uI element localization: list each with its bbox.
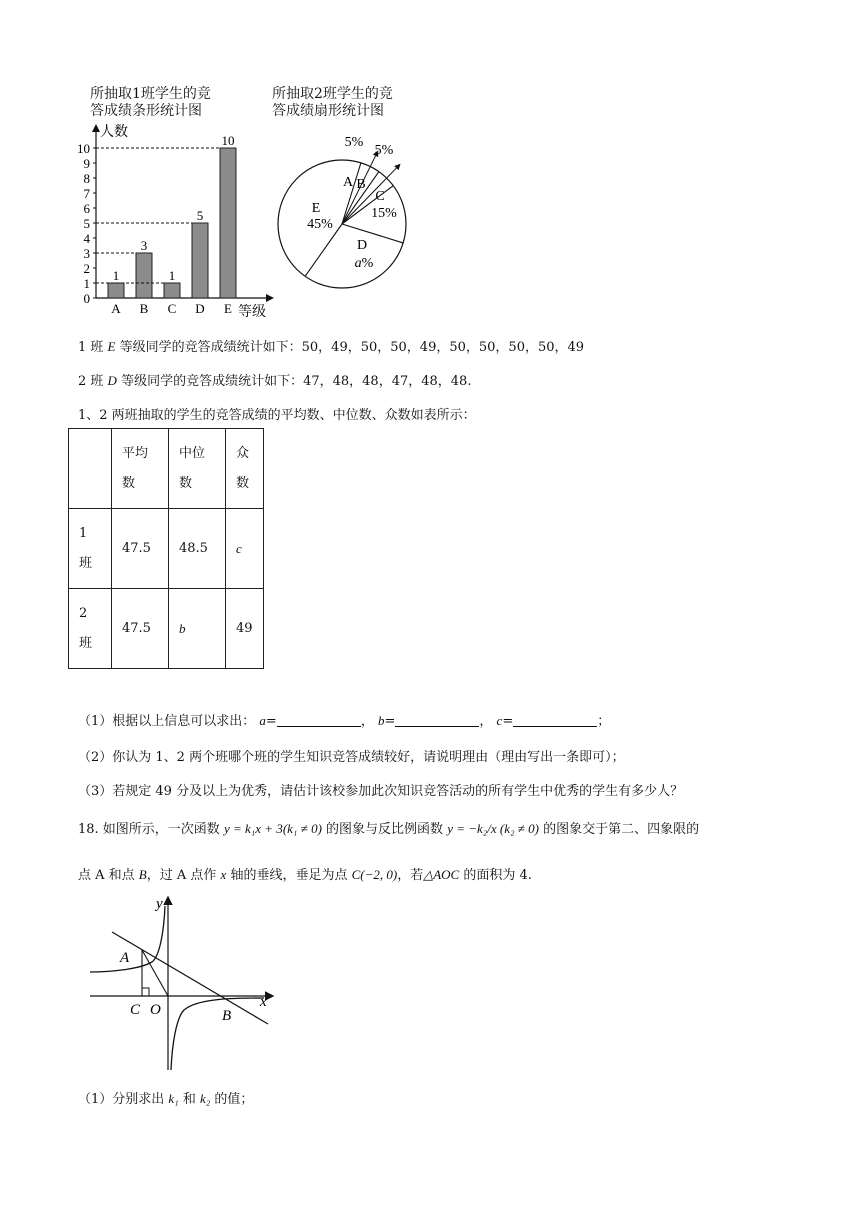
bar-category-label: A: [111, 301, 121, 316]
origin-label: O: [150, 1002, 161, 1018]
pie-label-b: B: [356, 177, 366, 192]
bar-y-axis-arrow: [92, 124, 100, 132]
bar-chart-title-line2: 答成绩条形统计图: [90, 103, 202, 119]
class1-e-scores: [78, 336, 584, 355]
header-mean-text: 平均 数: [122, 445, 149, 491]
bar-y-tick-label: 0: [83, 291, 90, 306]
answer-blank-c[interactable]: [513, 712, 597, 727]
q18-1-k1: k₁: [168, 1091, 179, 1106]
q1-var-c: c: [496, 713, 503, 728]
stats-table: [68, 428, 264, 669]
q1-comma-1: ，: [360, 714, 374, 729]
question-1: [78, 710, 610, 729]
answer-blank-b[interactable]: [395, 712, 479, 727]
table-header-mean: [112, 429, 169, 509]
q18-1-post: 的值；: [210, 1092, 254, 1107]
class1-e-var: E: [107, 339, 116, 354]
point-c-label: C: [130, 1002, 141, 1018]
pie-label-c: C: [375, 189, 385, 204]
q1-semicolon: ；: [597, 714, 611, 729]
class2-d-prefix: 2 班: [78, 374, 108, 389]
q1-var-b: b: [377, 713, 385, 728]
pie-label-d-pct: a%: [354, 256, 374, 271]
answer-blank-a[interactable]: [277, 712, 361, 727]
q18-1-k2: k₂: [199, 1091, 211, 1106]
table-intro: 1、2 两班抽取的学生的竞答成绩的平均数、中位数、众数如表所示：: [78, 408, 476, 423]
pie-label-a-pct: 5%: [344, 135, 364, 150]
header-median-text: 中位 数: [179, 445, 206, 491]
bar-category-label: B: [139, 301, 149, 316]
bar-D: [192, 223, 208, 298]
hyperbola-branch-q4: [171, 998, 264, 1070]
bar-y-tick-label: 6: [83, 201, 90, 216]
table-row: [69, 589, 264, 669]
right-angle-mark: [142, 988, 149, 996]
p18-linear-function: y = k₁x + 3(k₁ ≠ 0): [223, 821, 322, 836]
pie-label-b-pct: 5%: [374, 143, 394, 158]
bar-value-label: 3: [140, 238, 148, 253]
bar-y-tick-label: 1: [83, 276, 90, 291]
q1-prefix: （1）根据以上信息可以求出：: [78, 714, 256, 729]
question-18-1: [78, 1088, 253, 1107]
class2-d-scores: [78, 370, 471, 389]
bar-value-label: 5: [196, 208, 204, 223]
bar-x-axis-arrow: [266, 294, 274, 302]
bar-chart-title: [90, 86, 211, 120]
bar-y-tick-label: 3: [83, 246, 90, 261]
row1-mode: c: [226, 509, 264, 589]
problem-18-line2: [78, 864, 532, 883]
bar-y-axis-label: 人数: [100, 125, 128, 140]
q1-var-a: a: [259, 713, 266, 728]
p18-l2-d: x: [220, 867, 227, 882]
q1-eq-b: =: [384, 714, 396, 729]
pie-label-a: A: [342, 175, 354, 190]
bar-chart: [60, 118, 280, 322]
pie-label-c-pct: 15%: [371, 206, 397, 221]
pie-chart-title-line1: 所抽取2班学生的竞: [272, 86, 393, 102]
bar-y-tick-label: 7: [83, 186, 90, 201]
bar-category-label: C: [167, 301, 177, 316]
q18-1-mid: 和: [178, 1092, 200, 1107]
pie-chart-title-line2: 答成绩扇形统计图: [272, 103, 384, 119]
bar-y-tick-label: 4: [83, 231, 90, 246]
q1-comma-2: ，: [479, 714, 493, 729]
p18-l2-a: 点 A 和点: [78, 868, 139, 883]
x-axis-label: x: [260, 994, 267, 1010]
bar-E: [220, 148, 236, 298]
row2-label-text: 2 班: [79, 605, 93, 651]
table-corner: [69, 429, 112, 509]
bar-chart-title-line1: 所抽取1班学生的竞: [90, 86, 211, 102]
bar-y-tick-label: 10: [77, 141, 90, 156]
row2-mean: 47.5: [112, 589, 169, 669]
bar-category-label: E: [224, 301, 232, 316]
class1-e-prefix: 1 班: [78, 340, 108, 355]
class2-d-var: D: [107, 373, 117, 388]
p18-l2-b: B: [138, 867, 147, 882]
bar-x-axis-label: 等级: [238, 305, 266, 320]
row1-label: [69, 509, 112, 589]
q1-eq-c: =: [502, 714, 514, 729]
p18-intro: 18. 如图所示，一次函数: [78, 822, 224, 837]
bar-value-label: 10: [221, 133, 235, 148]
row2-mode: 49: [226, 589, 264, 669]
bar-value-label: 1: [112, 268, 120, 283]
p18-triangle: △AOC: [423, 867, 460, 882]
row1-median: 48.5: [169, 509, 226, 589]
table-row: [69, 509, 264, 589]
p18-l2-g: ，若: [397, 868, 424, 883]
p18-l2-i: 的面积为 4.: [459, 868, 532, 883]
y-axis-label: y: [156, 896, 163, 912]
row2-median: b: [169, 589, 226, 669]
table-header-row: [69, 429, 264, 509]
bar-y-tick-label: 9: [83, 156, 90, 171]
pie-label-e-pct: 45%: [307, 217, 333, 232]
question-2: （2）你认为 1、2 两个班哪个班的学生知识竞答成绩较好，请说明理由（理由写出一条即可）；: [78, 750, 625, 765]
bar-A: [108, 283, 124, 298]
pie-label-e: E: [311, 201, 321, 216]
table-header-median: [169, 429, 226, 509]
point-b-label: B: [222, 1008, 232, 1024]
problem-18-line1: [78, 818, 699, 837]
pie-chart-title: [272, 86, 393, 120]
row1-mean: 47.5: [112, 509, 169, 589]
function-graph: [86, 890, 286, 1074]
bar-C: [164, 283, 180, 298]
bar-y-tick-label: 2: [83, 261, 90, 276]
p18-inverse-function: y = −k₂/x (k₂ ≠ 0): [447, 821, 540, 836]
header-mode-text: 众 数: [236, 445, 250, 491]
p18-l2-e: 轴的垂线，垂足为点: [226, 868, 352, 883]
row1-label-text: 1 班: [79, 525, 93, 571]
q18-1-prefix: （1）分别求出: [78, 1092, 169, 1107]
p18-mid: 的图象与反比例函数: [321, 822, 448, 837]
class1-e-list: 等级同学的竞答成绩统计如下：50，49，50，50，49，50，50，50，50，49: [115, 340, 585, 355]
bar-category-label: D: [195, 301, 205, 316]
pie-label-d: D: [356, 238, 368, 253]
class2-d-list: 等级同学的竞答成绩统计如下：47，48，48，47，48，48.: [116, 374, 472, 389]
point-a-label: A: [120, 950, 130, 966]
bar-y-tick-label: 8: [83, 171, 90, 186]
q1-eq-a: =: [265, 714, 277, 729]
table-header-mode: [226, 429, 264, 509]
pie-chart: [268, 126, 428, 292]
bar-B: [136, 253, 152, 298]
bar-y-tick-label: 5: [83, 216, 90, 231]
p18-l2-c: ，过 A 点作: [146, 868, 221, 883]
question-3: （3）若规定 49 分及以上为优秀，请估计该校参加此次知识竞答活动的所有学生中优秀的学生有多少人？: [78, 784, 684, 799]
p18-point-c: C(−2, 0): [351, 867, 398, 882]
p18-tail: 的图象交于第二、四象限的: [539, 822, 700, 837]
row2-label: [69, 589, 112, 669]
bar-value-label: 1: [168, 268, 176, 283]
